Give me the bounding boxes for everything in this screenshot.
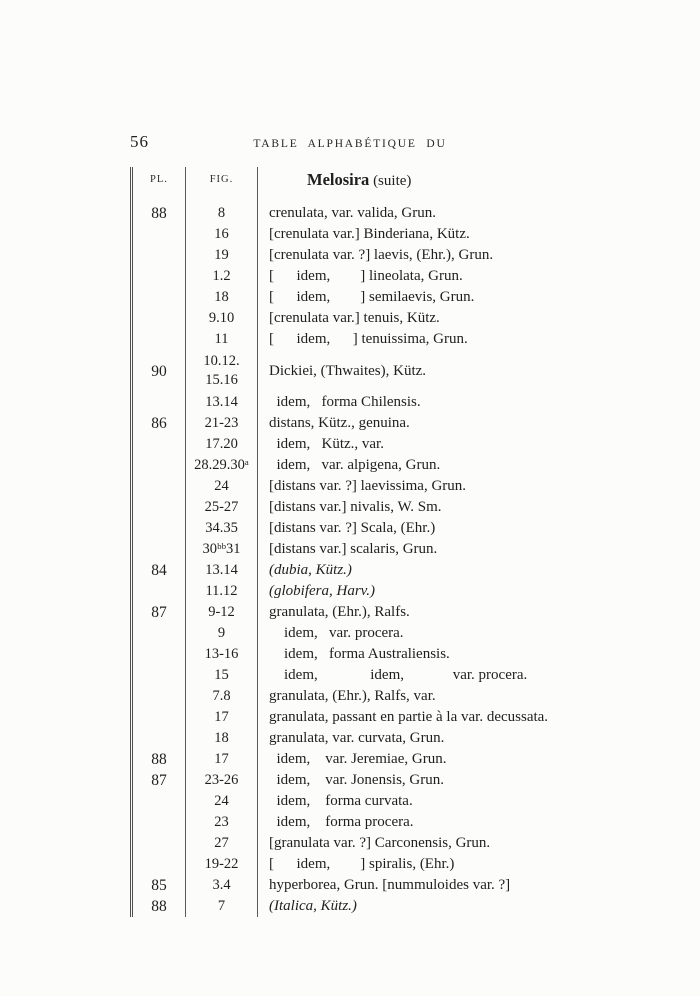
plate-number (133, 308, 186, 329)
species-entry: [distans var.] nivalis, W. Sm. (269, 499, 442, 515)
plate-number (133, 434, 186, 455)
figure-number: 19 (186, 245, 258, 266)
plate-number: 90 (133, 350, 186, 392)
figure-number: 15 (186, 665, 258, 686)
figure-number: 23 (186, 812, 258, 833)
figure-number: 21-23 (186, 413, 258, 434)
figure-number: 19-22 (186, 854, 258, 875)
table-row (133, 413, 627, 434)
plate-number (133, 581, 186, 602)
species-entry: idem, var. Jeremiae, Grun. (269, 751, 447, 767)
figure-number: 11.12 (186, 581, 258, 602)
species-entry: [distans var. ?] laevissima, Grun. (269, 478, 467, 494)
species-entry: [ idem, ] spiralis, (Ehr.) (269, 856, 455, 872)
species-entry: idem, forma procera. (269, 814, 414, 830)
table-row (133, 455, 627, 476)
figure-number: 23-26 (186, 770, 258, 791)
table-row (133, 392, 627, 413)
table-row (133, 245, 627, 266)
plate-number (133, 287, 186, 308)
species-entry: Dickiei, (Thwaites), Kütz. (269, 362, 427, 379)
table-row (133, 812, 627, 833)
plate-number: 86 (133, 413, 186, 434)
figure-number: 9.10 (186, 308, 258, 329)
table-row (133, 623, 627, 644)
species-entry: [crenulata var. ?] laevis, (Ehr.), Grun. (269, 247, 494, 263)
plate-number (133, 623, 186, 644)
figure-number: 3.4 (186, 875, 258, 896)
figure-number: 34.35 (186, 518, 258, 539)
table-row (133, 497, 627, 518)
figure-number: 18 (186, 287, 258, 308)
table-row (133, 707, 627, 728)
plate-number: 87 (133, 602, 186, 623)
table-row (133, 434, 627, 455)
figure-number: 8 (186, 203, 258, 224)
table-row (133, 875, 627, 896)
table-body (133, 203, 627, 917)
table-title-cell (258, 167, 627, 203)
table-row (133, 266, 627, 287)
figure-number: 13.14 (186, 560, 258, 581)
table-row (133, 539, 627, 560)
table-row (133, 833, 627, 854)
table-row (133, 728, 627, 749)
table-row (133, 224, 627, 245)
species-table (130, 167, 627, 917)
species-entry: (Italica, Kütz.) (269, 898, 357, 914)
plate-number (133, 518, 186, 539)
table-row (133, 581, 627, 602)
species-entry: idem, forma Chilensis. (269, 394, 421, 410)
figure-number: 13-16 (186, 644, 258, 665)
plate-number (133, 686, 186, 707)
plate-number: 88 (133, 203, 186, 224)
species-entry: (dubia, Kütz.) (269, 562, 352, 578)
species-entry: idem, Kütz., var. (269, 436, 384, 452)
figure-number: 1.2 (186, 266, 258, 287)
species-entry: granulata, (Ehr.), Ralfs. (269, 604, 410, 620)
figure-number: 17.20 (186, 434, 258, 455)
plate-number: 87 (133, 770, 186, 791)
plate-number (133, 539, 186, 560)
genus-title: Melosira (307, 170, 370, 189)
table-row (133, 602, 627, 623)
plate-number (133, 329, 186, 350)
table-row (133, 287, 627, 308)
plate-number (133, 665, 186, 686)
plate-number (133, 476, 186, 497)
table-row (133, 854, 627, 875)
plate-number (133, 455, 186, 476)
species-entry: granulata, (Ehr.), Ralfs, var. (269, 688, 436, 704)
species-entry: [crenulata var.] tenuis, Kütz. (269, 310, 440, 326)
plate-number (133, 392, 186, 413)
species-entry: idem, forma Australiensis. (269, 646, 450, 662)
table-row (133, 770, 627, 791)
table-row (133, 476, 627, 497)
species-entry: granulata, passant en partie à la var. decussata. (269, 709, 549, 725)
figure-number: 11 (186, 329, 258, 350)
species-entry: hyperborea, Grun. [nummuloides var. ?] (269, 877, 511, 893)
figure-number: 13.14 (186, 392, 258, 413)
plate-number (133, 812, 186, 833)
plate-number (133, 791, 186, 812)
plate-number (133, 497, 186, 518)
plate-number (133, 224, 186, 245)
table-row (133, 308, 627, 329)
figure-number (186, 350, 258, 392)
figure-number: 30ᵇᵇ31 (186, 539, 258, 560)
species-entry: [distans var.] scalaris, Grun. (269, 541, 438, 557)
species-entry: granulata, var. curvata, Grun. (269, 730, 445, 746)
table-row (133, 749, 627, 770)
figure-number: 28.29.30ᵃ (186, 455, 258, 476)
table-row (133, 644, 627, 665)
figure-number-line2: 15.16 (205, 372, 238, 388)
figure-number: 24 (186, 791, 258, 812)
figure-number: 24 (186, 476, 258, 497)
column-header-plate: PL. (133, 167, 186, 203)
genus-title-suffix: (suite) (373, 173, 412, 189)
figure-number: 18 (186, 728, 258, 749)
figure-number: 9-12 (186, 602, 258, 623)
table-row (133, 518, 627, 539)
page-number: 56 (130, 132, 149, 151)
plate-number (133, 266, 186, 287)
species-entry: distans, Kütz., genuina. (269, 415, 410, 431)
figure-number: 27 (186, 833, 258, 854)
figure-number: 25-27 (186, 497, 258, 518)
table-row (133, 686, 627, 707)
plate-number (133, 833, 186, 854)
species-entry: idem, forma curvata. (269, 793, 413, 809)
figure-number-line1: 10.12. (203, 353, 240, 369)
table-row (133, 329, 627, 350)
species-entry: idem, idem, var. procera. (269, 667, 528, 683)
species-entry: crenulata, var. valida, Grun. (269, 205, 437, 221)
species-entry: [ idem, ] lineolata, Grun. (269, 268, 463, 284)
figure-number: 16 (186, 224, 258, 245)
species-entry: [distans var. ?] Scala, (Ehr.) (269, 520, 436, 536)
figure-number: 7.8 (186, 686, 258, 707)
species-entry: idem, var. Jonensis, Grun. (269, 772, 444, 788)
table-row (133, 560, 627, 581)
species-entry: idem, var. procera. (269, 625, 404, 641)
plate-number (133, 707, 186, 728)
plate-number (133, 644, 186, 665)
species-entry: [ idem, ] semilaevis, Grun. (269, 289, 475, 305)
plate-number (133, 854, 186, 875)
table-header-row (133, 167, 627, 203)
species-entry: (globifera, Harv.) (269, 583, 375, 599)
table-row (133, 665, 627, 686)
species-entry: [granulata var. ?] Carconensis, Grun. (269, 835, 491, 851)
running-head: TABLE ALPHABÉTIQUE DU (253, 138, 447, 150)
plate-number (133, 728, 186, 749)
plate-number: 88 (133, 896, 186, 917)
species-entry: idem, var. alpigena, Grun. (269, 457, 441, 473)
figure-number: 7 (186, 896, 258, 917)
plate-number (133, 245, 186, 266)
table-row (133, 203, 627, 224)
plate-number: 84 (133, 560, 186, 581)
plate-number: 88 (133, 749, 186, 770)
table-row (133, 350, 627, 392)
table-row (133, 791, 627, 812)
table-row (133, 896, 627, 917)
column-header-figure: FIG. (186, 167, 258, 203)
species-entry: [ idem, ] tenuissima, Grun. (269, 331, 468, 347)
figure-number: 17 (186, 749, 258, 770)
species-entry: [crenulata var.] Binderiana, Kütz. (269, 226, 470, 242)
figure-number: 17 (186, 707, 258, 728)
plate-number: 85 (133, 875, 186, 896)
figure-number: 9 (186, 623, 258, 644)
